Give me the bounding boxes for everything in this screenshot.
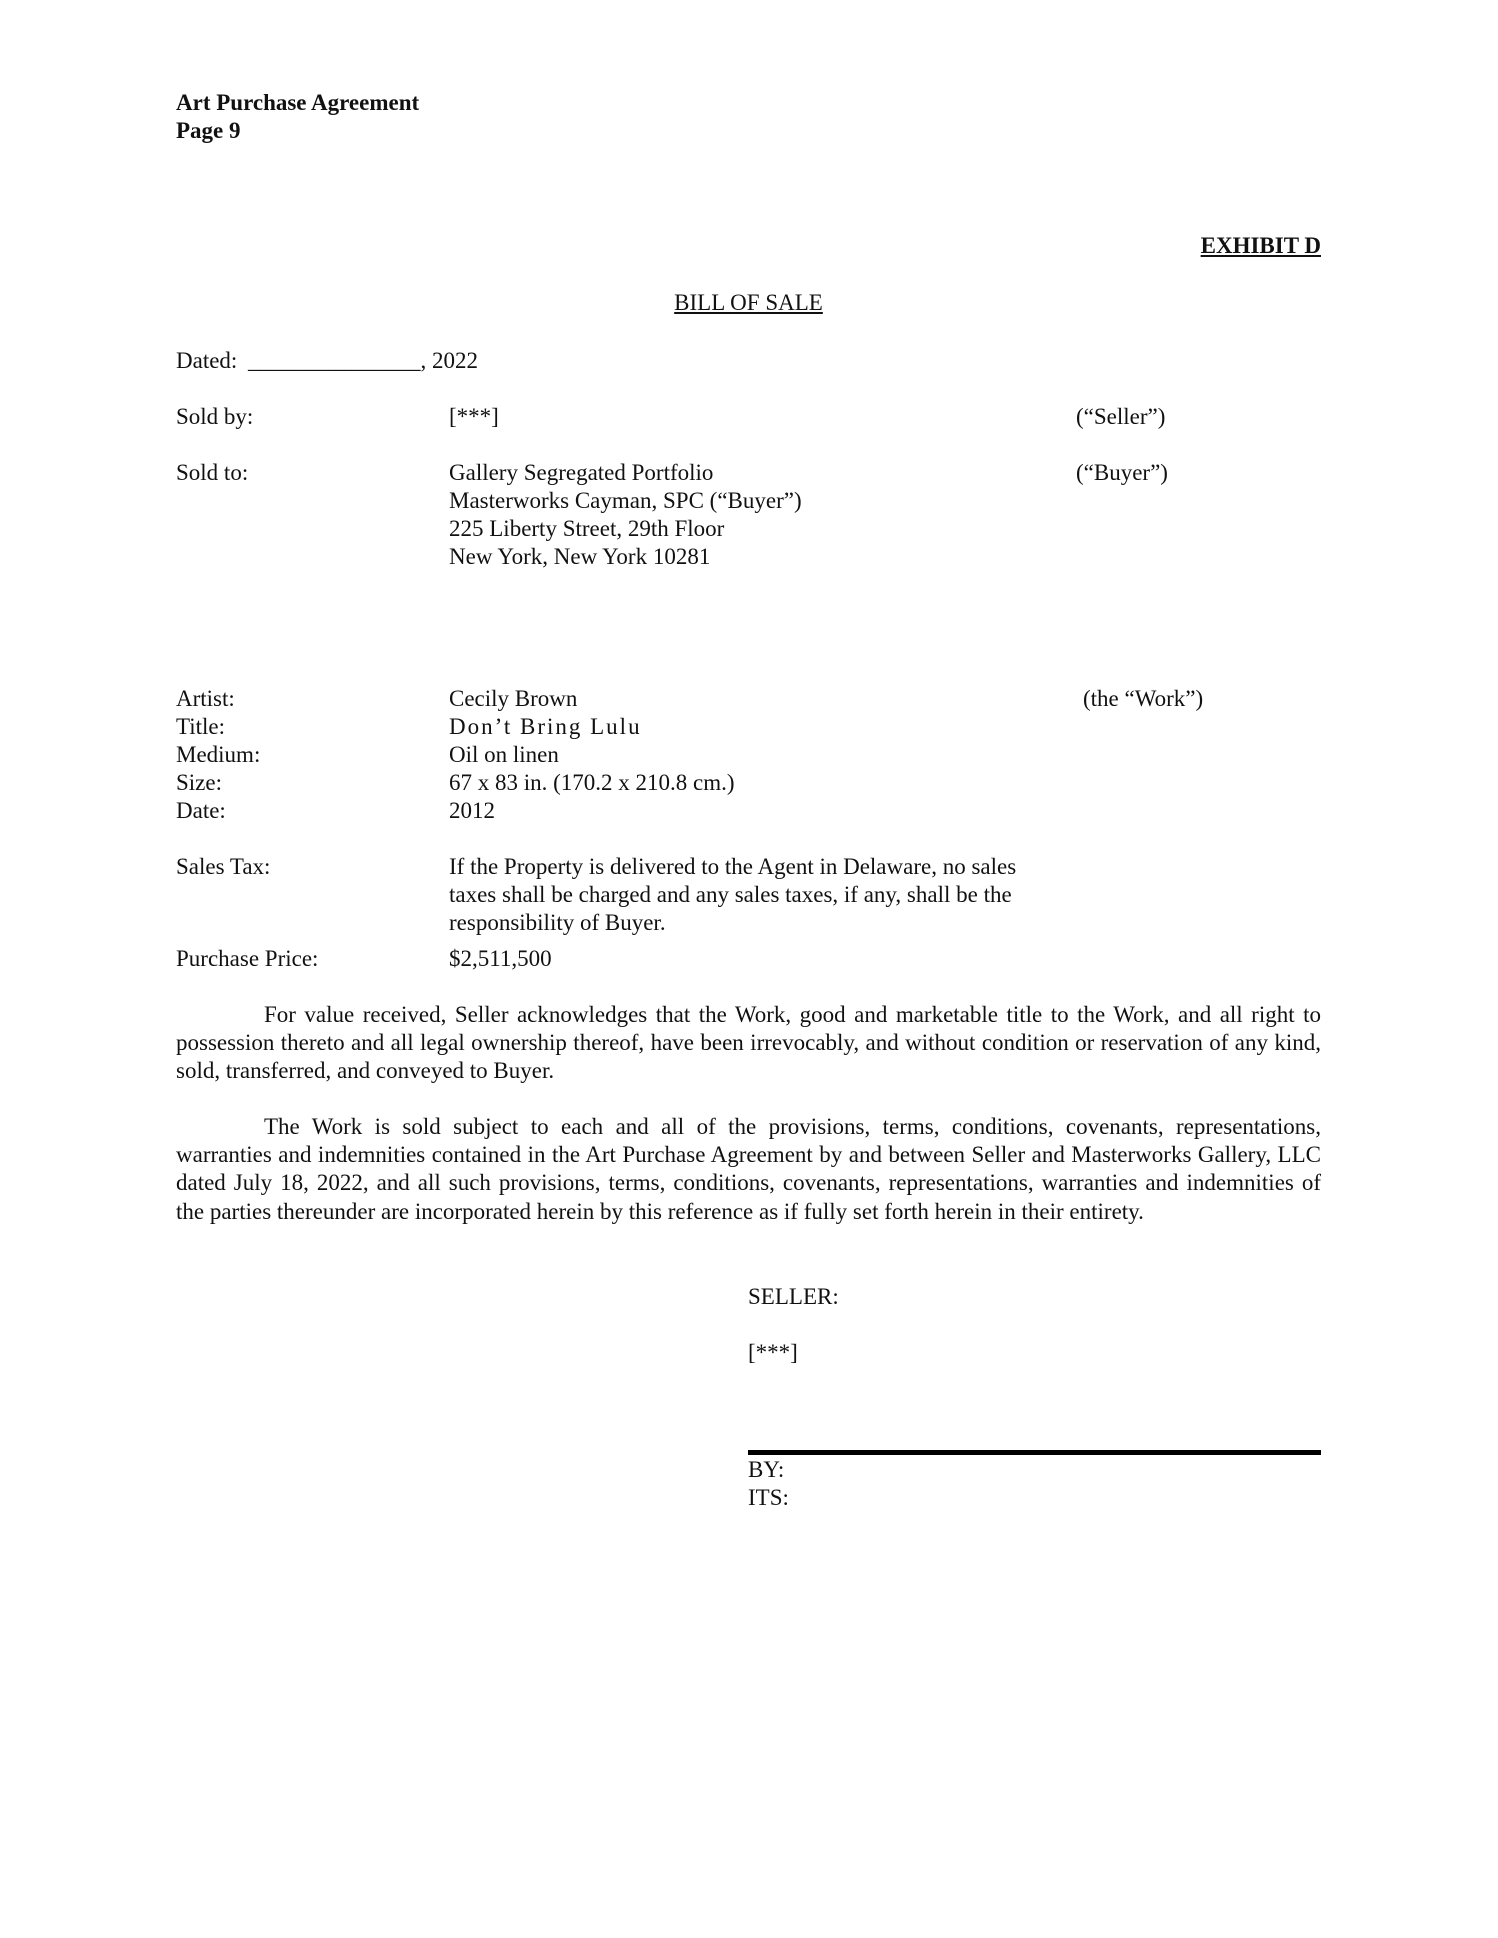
purchase-price-label: Purchase Price: xyxy=(176,946,319,971)
purchase-price-value: $2,511,500 xyxy=(449,946,552,971)
date-label: Date: xyxy=(176,798,226,823)
work-party-label: (the “Work”) xyxy=(1083,686,1204,711)
dated-value: _______________, 2022 xyxy=(248,348,478,373)
header-page-label: Page 9 xyxy=(176,118,241,143)
exhibit-label: EXHIBIT D xyxy=(1200,233,1321,258)
sold-to-line: Gallery Segregated Portfolio xyxy=(449,460,714,485)
signature-line xyxy=(748,1450,1321,1455)
sold-by-label: Sold by: xyxy=(176,404,254,429)
medium-value: Oil on linen xyxy=(449,742,559,767)
size-value: 67 x 83 in. (170.2 x 210.8 cm.) xyxy=(449,770,735,795)
size-label: Size: xyxy=(176,770,222,795)
sold-to-label: Sold to: xyxy=(176,460,249,485)
title-label: Title: xyxy=(176,714,226,739)
sales-tax-line: taxes shall be charged and any sales taxes, if any, shall be the xyxy=(449,882,1012,907)
buyer-party-label: (“Buyer”) xyxy=(1076,460,1168,485)
artist-value: Cecily Brown xyxy=(449,686,578,711)
conveyance-paragraph: For value received, Seller acknowledges that the Work, good and marketable title to the Work, and all right to possession thereto and all legal ownership thereof, have been irrevocably, and without condition or reservation of any kind, sold, transferred, and conveyed to Buyer. xyxy=(176,1002,1321,1084)
sold-to-line: Masterworks Cayman, SPC (“Buyer”) xyxy=(449,488,802,513)
subject-to-paragraph: The Work is sold subject to each and all of the provisions, terms, conditions, covenants, representations, warranties and indemnities contained in the Art Purchase Agreement by and between Seller and Masterworks Gallery, LLC dated July 18, 2022, and all such provisions, terms, conditions, covenants, representations, warranties and indemnities of the parties thereunder are incorporated herein by this reference as if fully set forth herein in their entirety. xyxy=(176,1114,1321,1224)
date-value: 2012 xyxy=(449,798,495,823)
by-label: BY: xyxy=(748,1457,785,1482)
its-label: ITS: xyxy=(748,1485,789,1510)
sales-tax-line: If the Property is delivered to the Agent in Delaware, no sales xyxy=(449,854,1017,879)
seller-party-label: (“Seller”) xyxy=(1076,404,1166,429)
bill-of-sale-title: BILL OF SALE xyxy=(674,290,823,315)
sales-tax-label: Sales Tax: xyxy=(176,854,271,879)
seller-signature-name: [***] xyxy=(748,1340,798,1365)
header-doc-title: Art Purchase Agreement xyxy=(176,90,420,115)
medium-label: Medium: xyxy=(176,742,261,767)
artist-label: Artist: xyxy=(176,686,235,711)
sold-to-line: New York, New York 10281 xyxy=(449,544,711,569)
sold-to-line: 225 Liberty Street, 29th Floor xyxy=(449,516,725,541)
title-value: Don’t Bring Lulu xyxy=(449,714,642,739)
seller-signature-label: SELLER: xyxy=(748,1284,839,1309)
dated-label: Dated: xyxy=(176,348,238,373)
sold-by-value: [***] xyxy=(449,404,499,429)
sales-tax-line: responsibility of Buyer. xyxy=(449,910,666,935)
